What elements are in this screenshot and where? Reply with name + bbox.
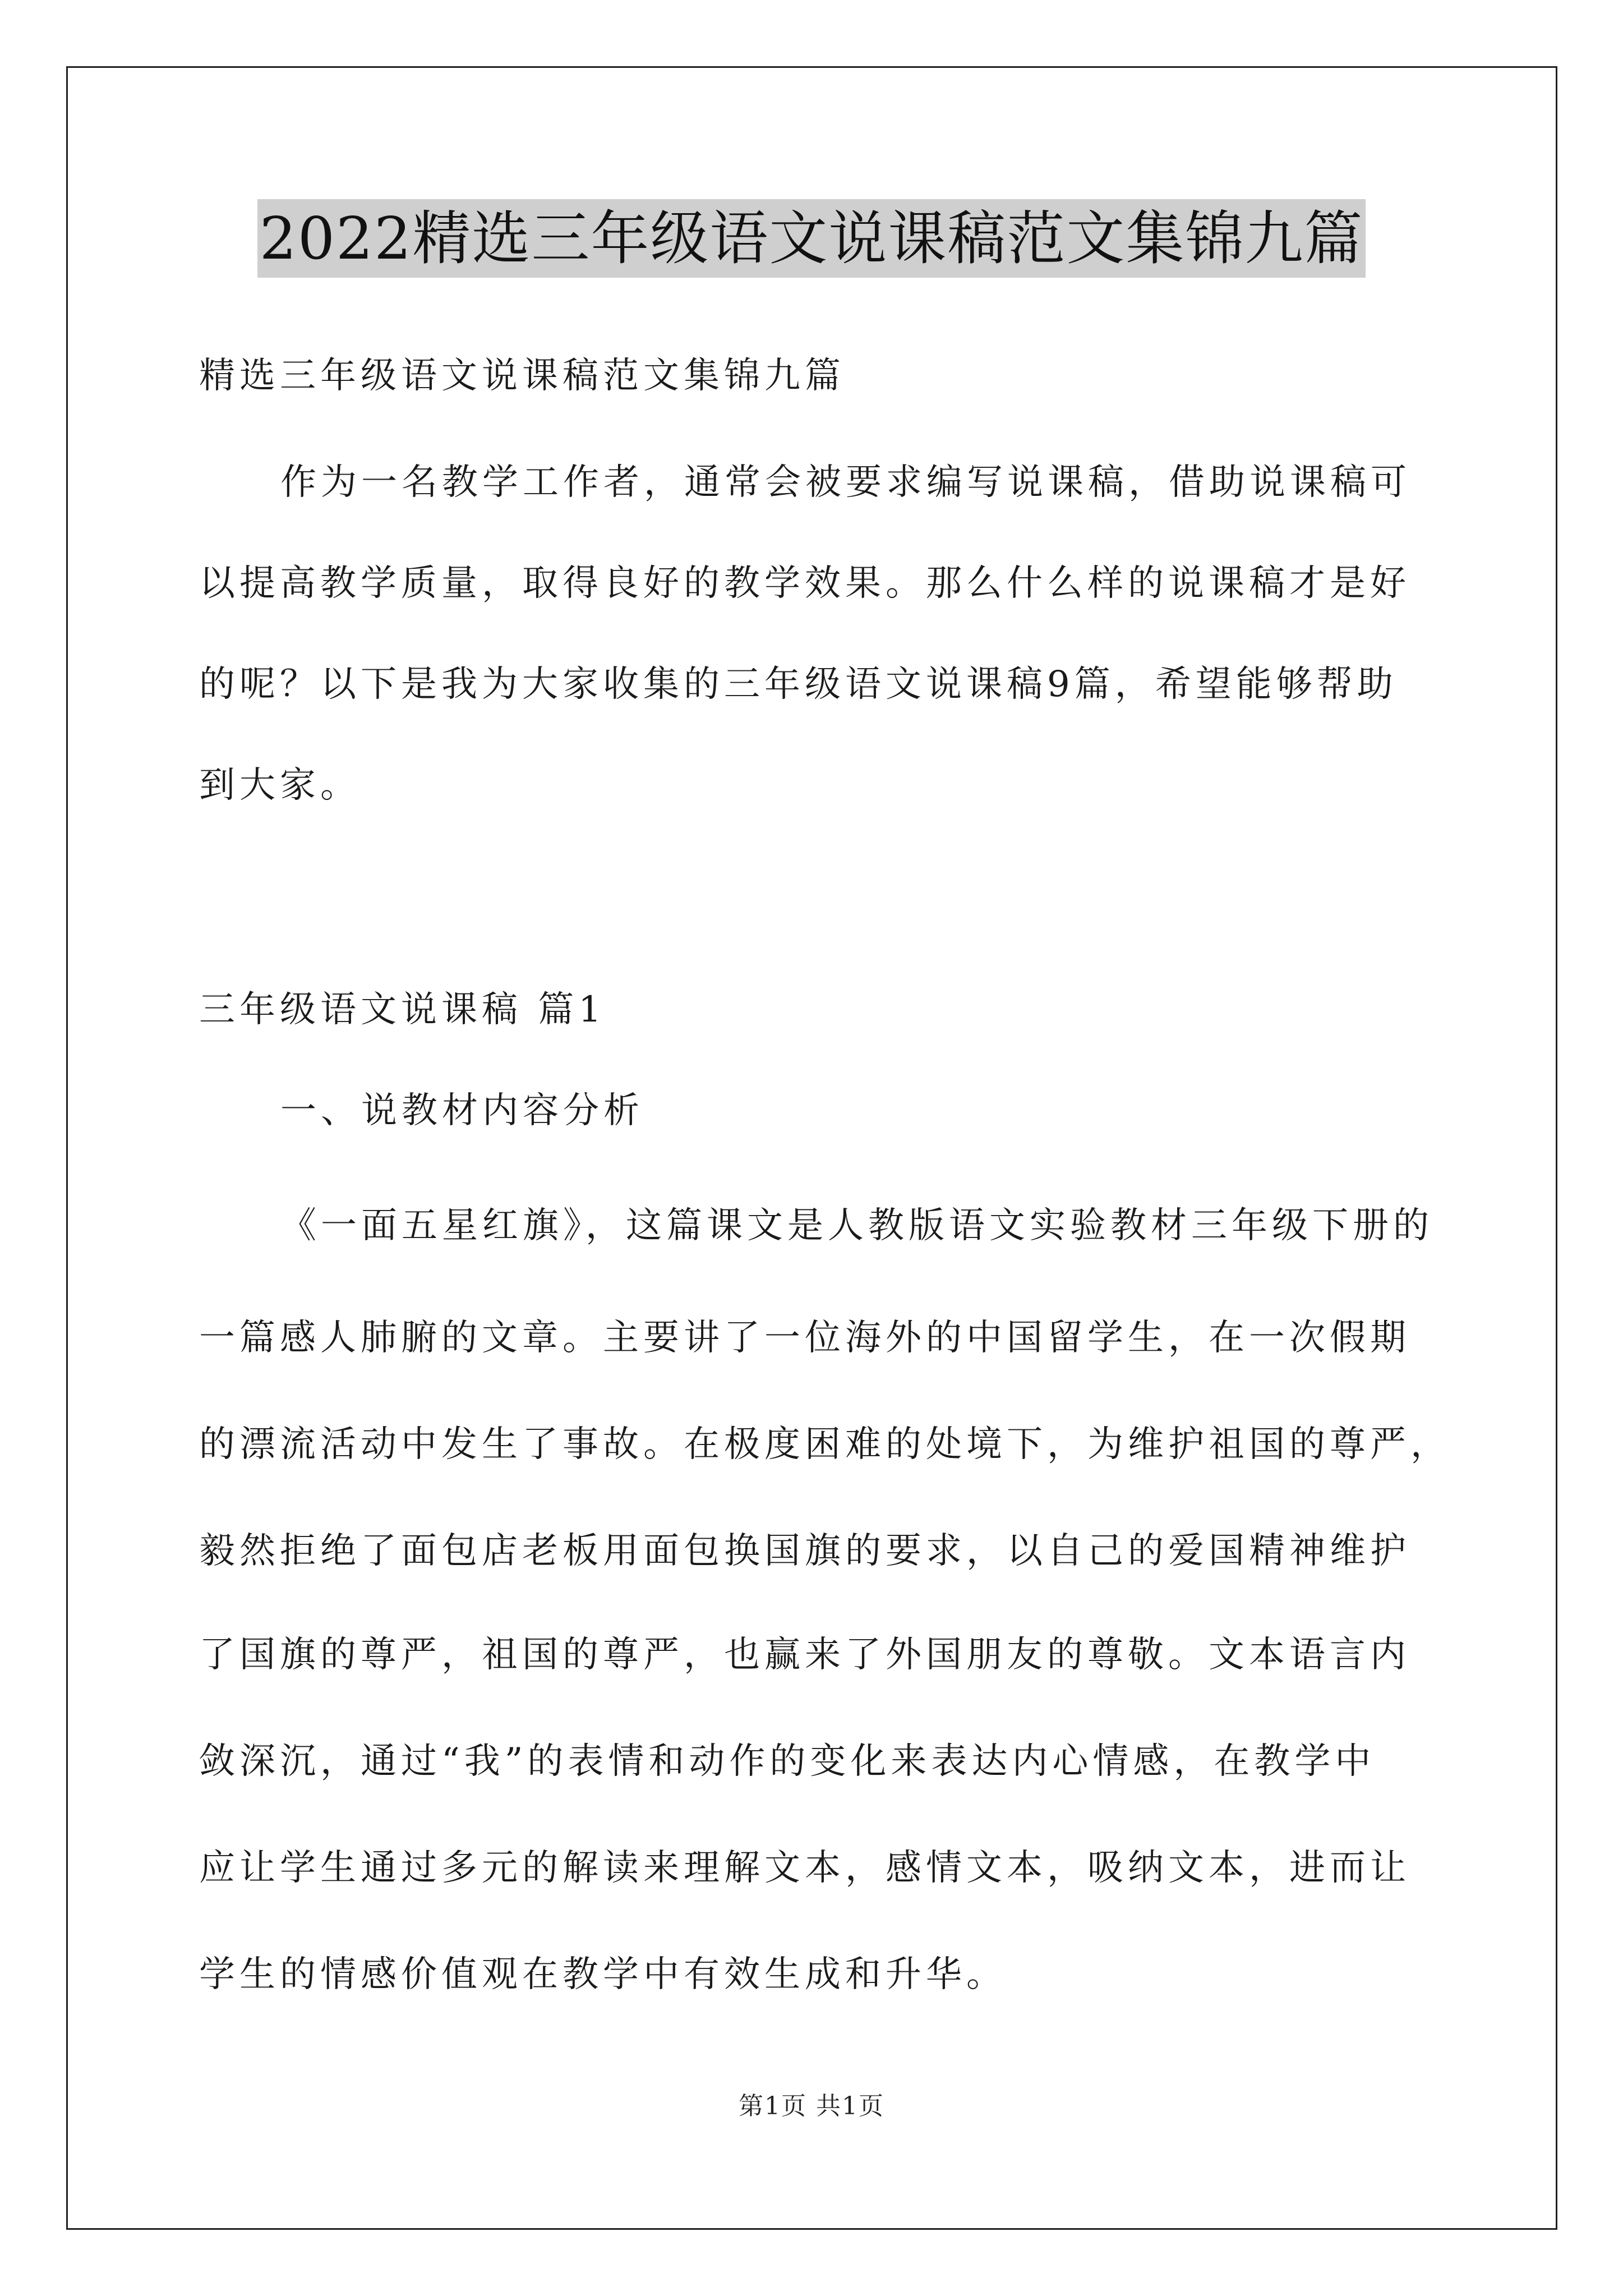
body-line: 学生的情感价值观在教学中有效生成和升华。 [199,1954,1007,1995]
document-title: 2022精选三年级语文说课稿范文集锦九篇 [257,199,1366,278]
body-line: 应让学生通过多元的解读来理解文本，感情文本，吸纳文本，进而让 [199,1847,1410,1889]
section-heading: 三年级语文说课稿 篇1 [199,989,606,1030]
subsection-heading: 一、说教材内容分析 [280,1090,644,1131]
title-container [0,199,1623,278]
body-line: 敛深沉，通过“我”的表情和动作的变化来表达内心情感，在教学中 [199,1741,1376,1782]
body-line: 毅然拒绝了面包店老板用面包换国旗的要求，以自己的爱国精神维护 [199,1530,1410,1572]
intro-line: 的呢？以下是我为大家收集的三年级语文说课稿9篇，希望能够帮助 [199,664,1398,705]
body-line: 的漂流活动中发生了事故。在极度困难的处境下，为维护祖国的尊严， [199,1424,1451,1465]
intro-line: 作为一名教学工作者，通常会被要求编写说课稿，借助说课稿可 [280,462,1411,503]
body-line: 了国旗的尊严，祖国的尊严，也赢来了外国朋友的尊敬。文本语言内 [199,1634,1410,1676]
intro-line: 到大家。 [199,765,361,806]
body-line: 一篇感人肺腑的文章。主要讲了一位海外的中国留学生，在一次假期 [199,1317,1410,1359]
page-footer: 第1页 共1页 [739,2092,884,2120]
document-subtitle: 精选三年级语文说课稿范文集锦九篇 [199,355,845,397]
intro-line: 以提高教学质量，取得良好的教学效果。那么什么样的说课稿才是好 [199,563,1410,604]
body-line: 《一面五星红旗》，这篇课文是人教版语文实验教材三年级下册的 [280,1205,1433,1246]
